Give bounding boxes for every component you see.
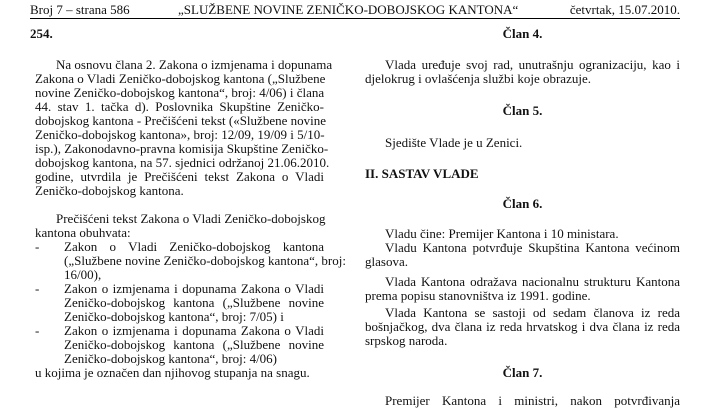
- text-line: Premijer Kantona i ministri, nakon potvrđivanja: [385, 393, 680, 408]
- text-line: Prečišćeni tekst Zakona o Vladi Zeničko-dobojskog: [56, 211, 326, 226]
- text-line: dobojskog kantona - Prečišćeni tekst («Službene novine: [35, 113, 326, 128]
- text-line: Vladu Kantona potvrđuje Skupština Kantona većinom: [385, 240, 680, 255]
- text-line: isp.), Zakonodavno-pravna komisija Skupštine Zeničko-: [35, 141, 329, 156]
- list-bullet: -: [35, 323, 40, 338]
- text-line: Vlada Kantona odražava nacionalnu strukturu Kantona: [385, 274, 680, 289]
- list-item-line: Zeničko-dobojskog kantona“, broj: 7/05) i: [64, 309, 284, 324]
- article-heading: Član 7.: [502, 365, 543, 380]
- text-line: prema popisu stanovništva iz 1991. godine.: [365, 288, 591, 303]
- list-item-line: Zeničko-dobojskog kantona“, broj: 4/06): [64, 351, 278, 366]
- list-item-line: Zakon o izmjenama i dopunama Zakona o Vladi: [64, 281, 324, 296]
- text-line: Na osnovu člana 2. Zakona o izmjenama i dopunama: [56, 57, 333, 72]
- header-rule: [30, 18, 680, 19]
- text-line: bošnjačkog, dva člana iz reda hrvatskog i dva člana iz reda: [365, 319, 680, 334]
- text-line: godine, utvrdila je Prečišćeni tekst Zakona o Vladi: [35, 169, 324, 184]
- act-number: 254.: [30, 26, 53, 41]
- text-line: novine Zeničko-dobojskog kantona“, broj: 4/06) i člana: [35, 85, 325, 100]
- text-line: Vlada uređuje svoj rad, unutrašnju ogranizaciju, kao i: [385, 57, 680, 72]
- text-line: glasova.: [365, 254, 408, 269]
- list-item-line: Zakon o Vladi Zeničko-dobojskog kantona: [64, 239, 324, 254]
- section-heading: II. SASTAV VLADE: [365, 166, 479, 181]
- list-item-line: („Službene novine Zeničko-dobojskog kantona“, broj:: [64, 253, 346, 268]
- text-line: Zakona o Vladi Zeničko-dobojskog kantona („Službene: [35, 71, 326, 86]
- page-header: [30, 2, 680, 17]
- list-item-line: 16/00),: [64, 267, 102, 282]
- article-heading: Član 5.: [502, 103, 543, 118]
- text-line: Zeničko-dobojskog kantona», broj: 12/09, 19/09 i 5/10-: [35, 127, 325, 142]
- text-line: 44. stav 1. tačka d). Poslovnika Skupštine Zeničko-: [35, 99, 324, 114]
- page-number: Broj 7 – strana 586: [30, 2, 130, 17]
- text-line: dobojskog kantona, na 57. sjednici održanoj 21.06.2010.: [35, 155, 330, 170]
- text-line: Vladu čine: Premijer Kantona i 10 ministara.: [385, 226, 619, 241]
- article-heading: Član 6.: [502, 196, 543, 211]
- article-heading: Član 4.: [502, 26, 543, 41]
- issue-date: četvrtak, 15.07.2010.: [569, 2, 680, 17]
- list-bullet: -: [35, 239, 40, 254]
- text-line: u kojima je označen dan njihovog stupanja na snagu.: [35, 365, 310, 380]
- text-line: Zeničko-dobojskog kantona.: [35, 183, 184, 198]
- text-line: Sjedište Vlade je u Zenici.: [385, 135, 523, 150]
- text-line: djelokrug i ovlašćenja službi koje obrazuje.: [365, 71, 591, 86]
- text-line: srpskog naroda.: [365, 333, 448, 348]
- list-item-line: Zeničko-dobojskog kantona („Službene novine: [64, 337, 324, 352]
- text-line: Vlada Kantona se sastoji od sedam članova iz reda: [385, 305, 680, 320]
- list-item-line: Zakon o izmjenama i dopunama Zakona o Vladi: [64, 323, 324, 338]
- text-line: kantona obuhvata:: [35, 225, 131, 240]
- list-item-line: Zeničko-dobojskog kantona („Službene novine: [64, 295, 324, 310]
- list-bullet: -: [35, 281, 40, 296]
- publication-title: „SLUŽBENE NOVINE ZENIČKO-DOBOJSKOG KANTONA“: [178, 2, 519, 17]
